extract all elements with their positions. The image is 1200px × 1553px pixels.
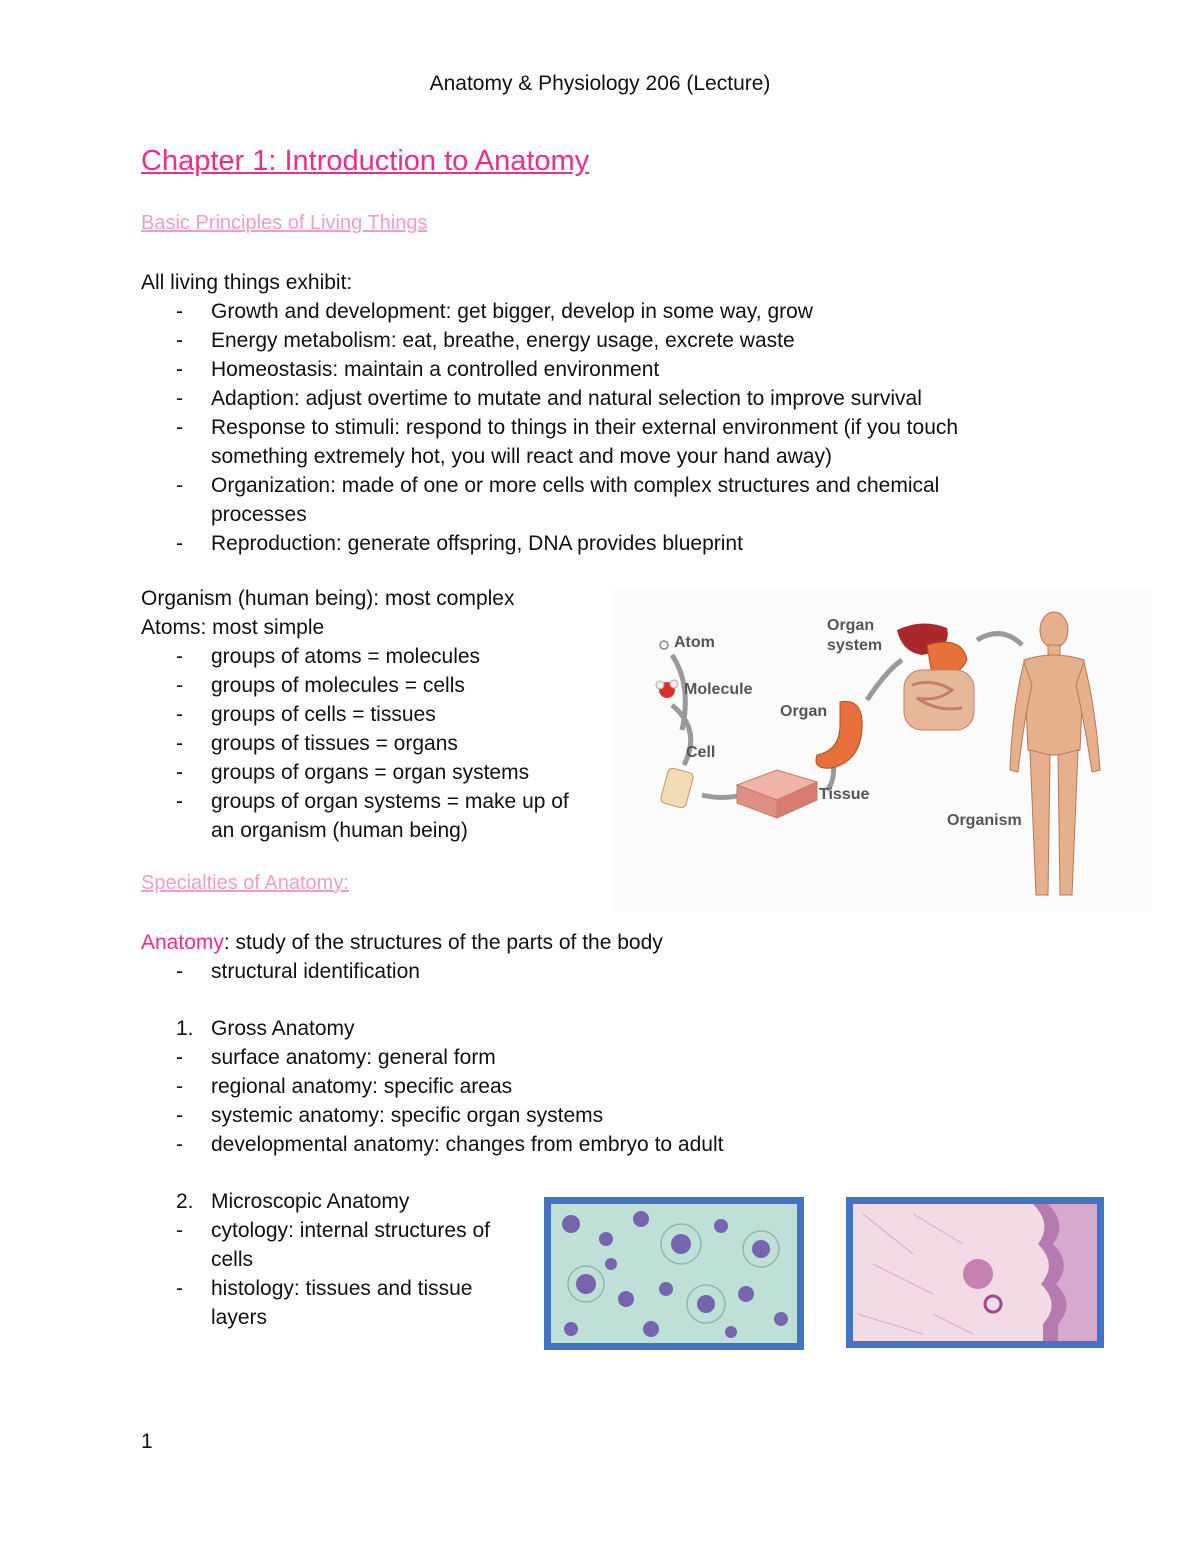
nucleus [599,1232,613,1246]
list-item: - Response to stimuli: respond to things in their external environment (if you touch something extremely hot, you will react and move your hand away) [141,413,1021,471]
list-item: - developmental anatomy: changes from embryo to adult [141,1130,941,1159]
label-organism: Organism [947,812,1022,829]
human-neck [1048,645,1060,655]
list-item: - Growth and development: get bigger, develop in some way, grow [141,297,1021,326]
organization-diagram [612,590,1152,912]
nucleus [774,1312,788,1326]
list-item: - Homeostasis: maintain a controlled environment [141,355,1021,384]
label-organ-system-line2: system [827,637,883,654]
label-molecule: Molecule [684,681,753,698]
anatomy-def-text: : study of the structures of the parts of the body [223,931,663,954]
gland [963,1259,993,1289]
nucleus [714,1219,728,1233]
list-item: - histology: tissues and tissue layers [141,1274,521,1332]
label-tissue: Tissue [819,786,870,803]
label-atom: Atom [674,634,715,651]
molecule-atom-a [656,681,664,689]
nucleus [576,1274,596,1294]
list-item: - groups of organ systems = make up of an organism (human being) [141,787,591,845]
cytology-micrograph [544,1197,804,1350]
hierarchy-list [141,642,591,845]
item-number: 2. [176,1190,194,1213]
living-things-list [141,297,1021,558]
histology-micrograph [846,1197,1104,1348]
microscopic-anatomy-heading [141,1187,409,1216]
list-item: - groups of cells = tissues [141,700,591,729]
label-cell: Cell [686,744,716,761]
anatomy-definition [141,928,663,957]
anatomy-list [141,957,941,986]
chapter-name: Introduction to Anatomy [284,145,590,177]
arrow-cell-tissue [702,795,742,798]
levels-of-organization-figure [612,590,1152,912]
gross-anatomy-heading [141,1014,355,1043]
atoms-line: Atoms: most simple [141,616,325,639]
list-item: - cytology: internal structures of cells [141,1216,521,1274]
intestines-shape [904,670,974,730]
list-item: - surface anatomy: general form [141,1043,941,1072]
list-item: - Reproduction: generate offspring, DNA provides blueprint [141,529,1021,558]
gross-anatomy-title: Gross Anatomy [211,1017,355,1040]
chapter-prefix: Chapter 1: [141,145,285,177]
nucleus [697,1295,715,1313]
nucleus [605,1258,617,1270]
nucleus [618,1291,634,1307]
nucleus [725,1326,737,1338]
list-item: - systemic anatomy: specific organ systems [141,1101,941,1130]
list-item: - groups of molecules = cells [141,671,591,700]
list-item: - groups of tissues = organs [141,729,591,758]
list-item: - Adaption: adjust overtime to mutate and natural selection to improve survival [141,384,1021,413]
list-item: - regional anatomy: specific areas [141,1072,941,1101]
human-torso [1024,655,1084,755]
section-heading-basic-principles: Basic Principles of Living Things [141,212,428,234]
label-organ-system-line1: Organ [827,617,875,634]
nucleus [633,1211,649,1227]
cytology-image [551,1204,797,1343]
microscopic-anatomy-title: Microscopic Anatomy [211,1190,410,1213]
section-heading-specialties: Specialties of Anatomy: [141,872,349,894]
nucleus [738,1286,754,1302]
gross-anatomy-list [141,1043,941,1159]
anatomy-term: Anatomy [141,931,224,954]
nucleus [659,1282,673,1296]
molecule-atom-b [670,680,678,688]
human-head [1040,612,1068,648]
nucleus [671,1234,691,1254]
microscopic-anatomy-list [141,1216,521,1332]
nucleus [562,1215,580,1233]
item-number: 1. [176,1017,194,1040]
page-header: Anatomy & Physiology 206 (Lecture) [429,72,771,95]
list-item: - structural identification [141,957,941,986]
organism-line: Organism (human being): most complex [141,587,515,610]
nucleus [643,1321,659,1337]
nucleus [564,1322,578,1336]
label-organ: Organ [780,703,828,720]
intro-line: All living things exhibit: [141,271,353,294]
list-item: - groups of organs = organ systems [141,758,591,787]
list-item: - groups of atoms = molecules [141,642,591,671]
page-number: 1 [141,1430,153,1453]
chapter-title [141,145,589,178]
nucleus [752,1240,770,1258]
list-item: - Energy metabolism: eat, breathe, energy usage, excrete waste [141,326,1021,355]
histology-image [853,1204,1097,1341]
list-item: - Organization: made of one or more cells with complex structures and chemical processes [141,471,1021,529]
